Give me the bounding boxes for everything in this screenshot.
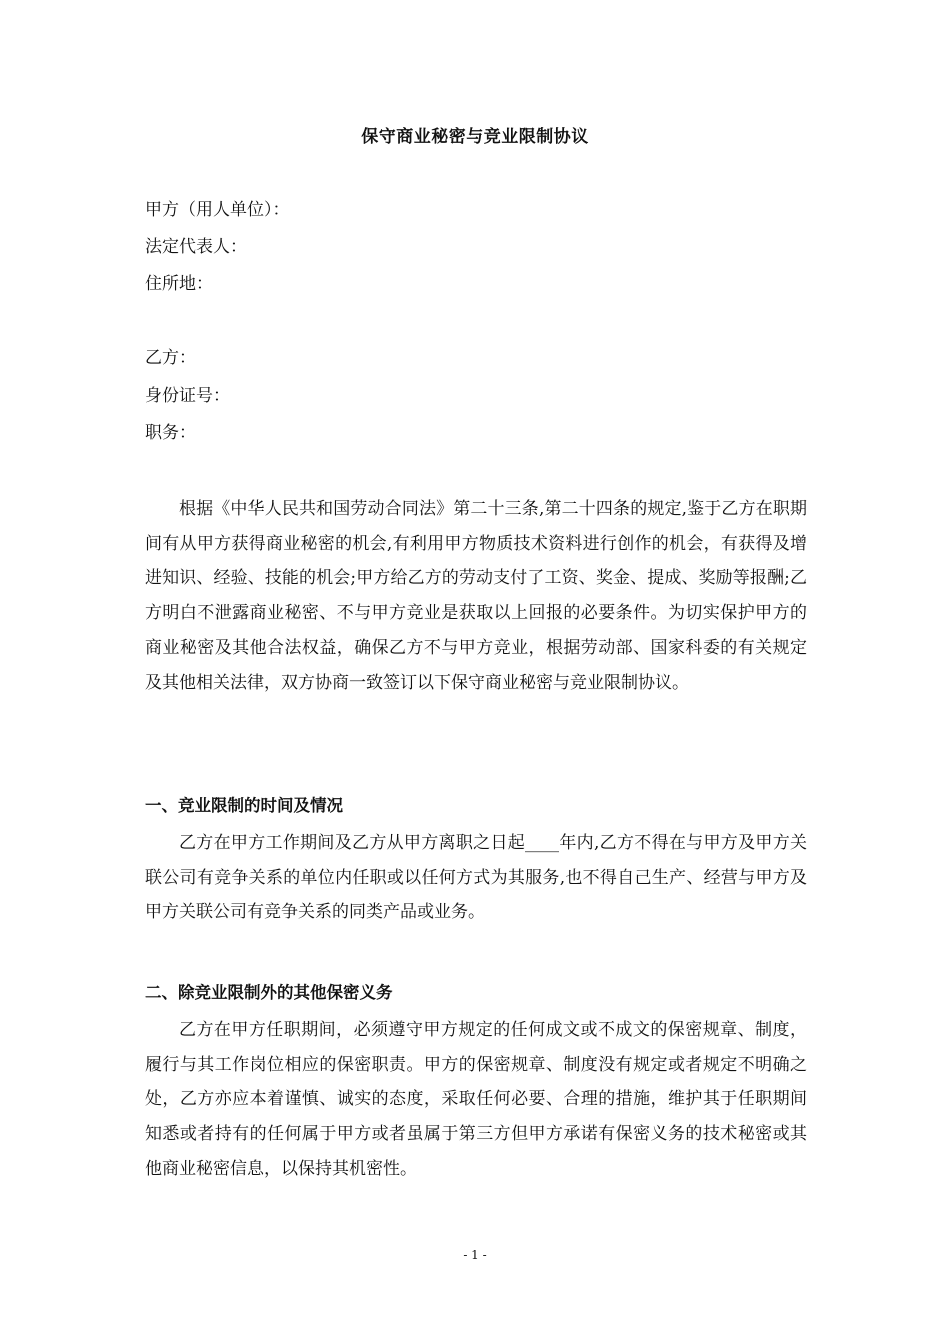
section-heading: 二、除竞业限制外的其他保密义务 [145, 983, 393, 1002]
page-number: - 1 - [463, 1248, 487, 1262]
legal-representative-label: 法定代表人： [145, 237, 247, 257]
party-b-label: 乙方： [145, 348, 196, 368]
party-a-label: 甲方（用人单位）： [145, 200, 290, 220]
section-body: 乙方在甲方工作期间及乙方从甲方离职之日起____年内,乙方不得在与甲方及甲方关联公司有竞争关系的单位内任职或以任何方式为其服务,也不得自己生产、经营与甲方及甲方关联公司有竞争关系的同类产品或业务。 [145, 833, 807, 923]
position-label: 职务： [145, 423, 196, 443]
preamble-paragraph: 根据《中华人民共和国劳动合同法》第二十三条,第二十四条的规定,鉴于乙方在职期间有从甲方获得商业秘密的机会,有利用甲方物质技术资料进行创作的机会，有获得及增进知识、经验、技能的机会;甲方给乙方的劳动支付了工资、奖金、提成、奖励等报酬;乙方明白不泄露商业秘密、不与甲方竞业是获取以上回报的必要条件。为切实保护甲方的商业秘密及其他合法权益，确保乙方不与甲方竞业，根据劳动部、国家科委的有关规定及其他相关法律，双方协商一致签订以下保守商业秘密与竞业限制协议。 [145, 499, 807, 693]
section-heading: 一、竞业限制的时间及情况 [145, 796, 343, 815]
document-title: 保守商业秘密与竞业限制协议 [361, 127, 589, 147]
address-label: 住所地： [145, 274, 213, 294]
section-body: 乙方在甲方任职期间，必须遵守甲方规定的任何成文或不成文的保密规章、制度，履行与其工作岗位相应的保密职责。甲方的保密规章、制度没有规定或者规定不明确之处，乙方亦应本着谨慎、诚实的态度，采取任何必要、合理的措施，维护其于任职期间知悉或者持有的任何属于甲方或者虽属于第三方但甲方承诺有保密义务的技术秘密或其他商业秘密信息，以保持其机密性。 [145, 1020, 807, 1179]
id-number-label: 身份证号： [145, 386, 230, 406]
